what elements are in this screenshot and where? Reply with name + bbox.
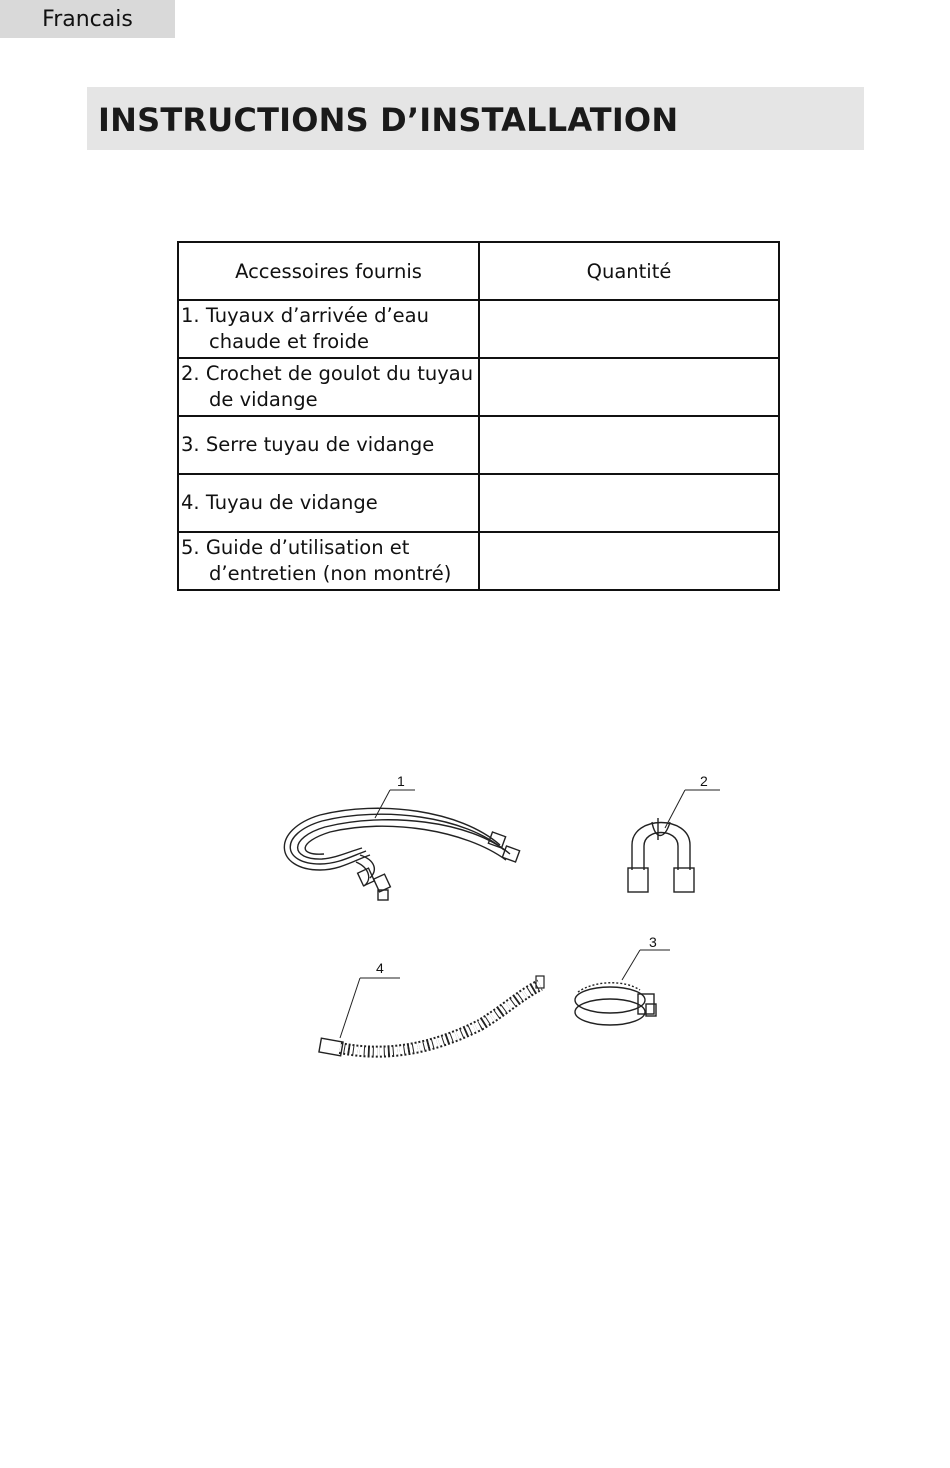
section-title: INSTRUCTIONS D’INSTALLATION — [98, 101, 679, 139]
item-number: 3. — [181, 433, 200, 456]
item-line2: d’entretien (non montré) — [209, 562, 452, 585]
item-cell — [178, 474, 479, 532]
item-line1: Serre tuyau de vidange — [205, 433, 435, 456]
item-line1: Tuyaux d’arrivée d’eau — [205, 304, 429, 327]
item-number: 5. — [181, 536, 200, 559]
accessories-table — [177, 241, 780, 591]
callout-1: 1 — [397, 773, 405, 789]
table-row — [178, 300, 779, 358]
quantity-cell — [479, 532, 779, 590]
header-quantity: Quantité — [479, 242, 779, 300]
table-row — [178, 532, 779, 590]
quantity-cell — [479, 300, 779, 358]
water-inlet-hoses-icon — [284, 808, 519, 900]
hose-clamp-icon — [575, 983, 656, 1025]
item-number: 2. — [181, 362, 200, 385]
item-line1: Guide d’utilisation et — [205, 536, 410, 559]
callout-3: 3 — [649, 934, 657, 950]
quantity-cell — [479, 474, 779, 532]
item-cell — [178, 358, 479, 416]
item-number: 1. — [181, 304, 200, 327]
table-row — [178, 416, 779, 474]
callout-4: 4 — [376, 960, 384, 976]
drain-hose-hook-icon — [628, 818, 694, 892]
item-line1: Tuyau de vidange — [205, 491, 378, 514]
table-header-row — [178, 242, 779, 300]
accessories-illustration — [260, 770, 730, 1080]
language-tab: Francais — [0, 0, 175, 38]
item-line2: de vidange — [209, 388, 318, 411]
quantity-cell — [479, 358, 779, 416]
item-number: 4. — [181, 491, 200, 514]
header-accessories: Accessoires fournis — [178, 242, 479, 300]
item-cell — [178, 532, 479, 590]
item-line1: Crochet de goulot du tuyau — [205, 362, 474, 385]
item-line2: chaude et froide — [209, 330, 369, 353]
table-row — [178, 474, 779, 532]
section-title-bar — [87, 87, 864, 150]
callout-2: 2 — [700, 773, 708, 789]
quantity-cell — [479, 416, 779, 474]
drain-hose-icon — [319, 976, 544, 1056]
table-row — [178, 358, 779, 416]
item-cell — [178, 300, 479, 358]
item-cell — [178, 416, 479, 474]
